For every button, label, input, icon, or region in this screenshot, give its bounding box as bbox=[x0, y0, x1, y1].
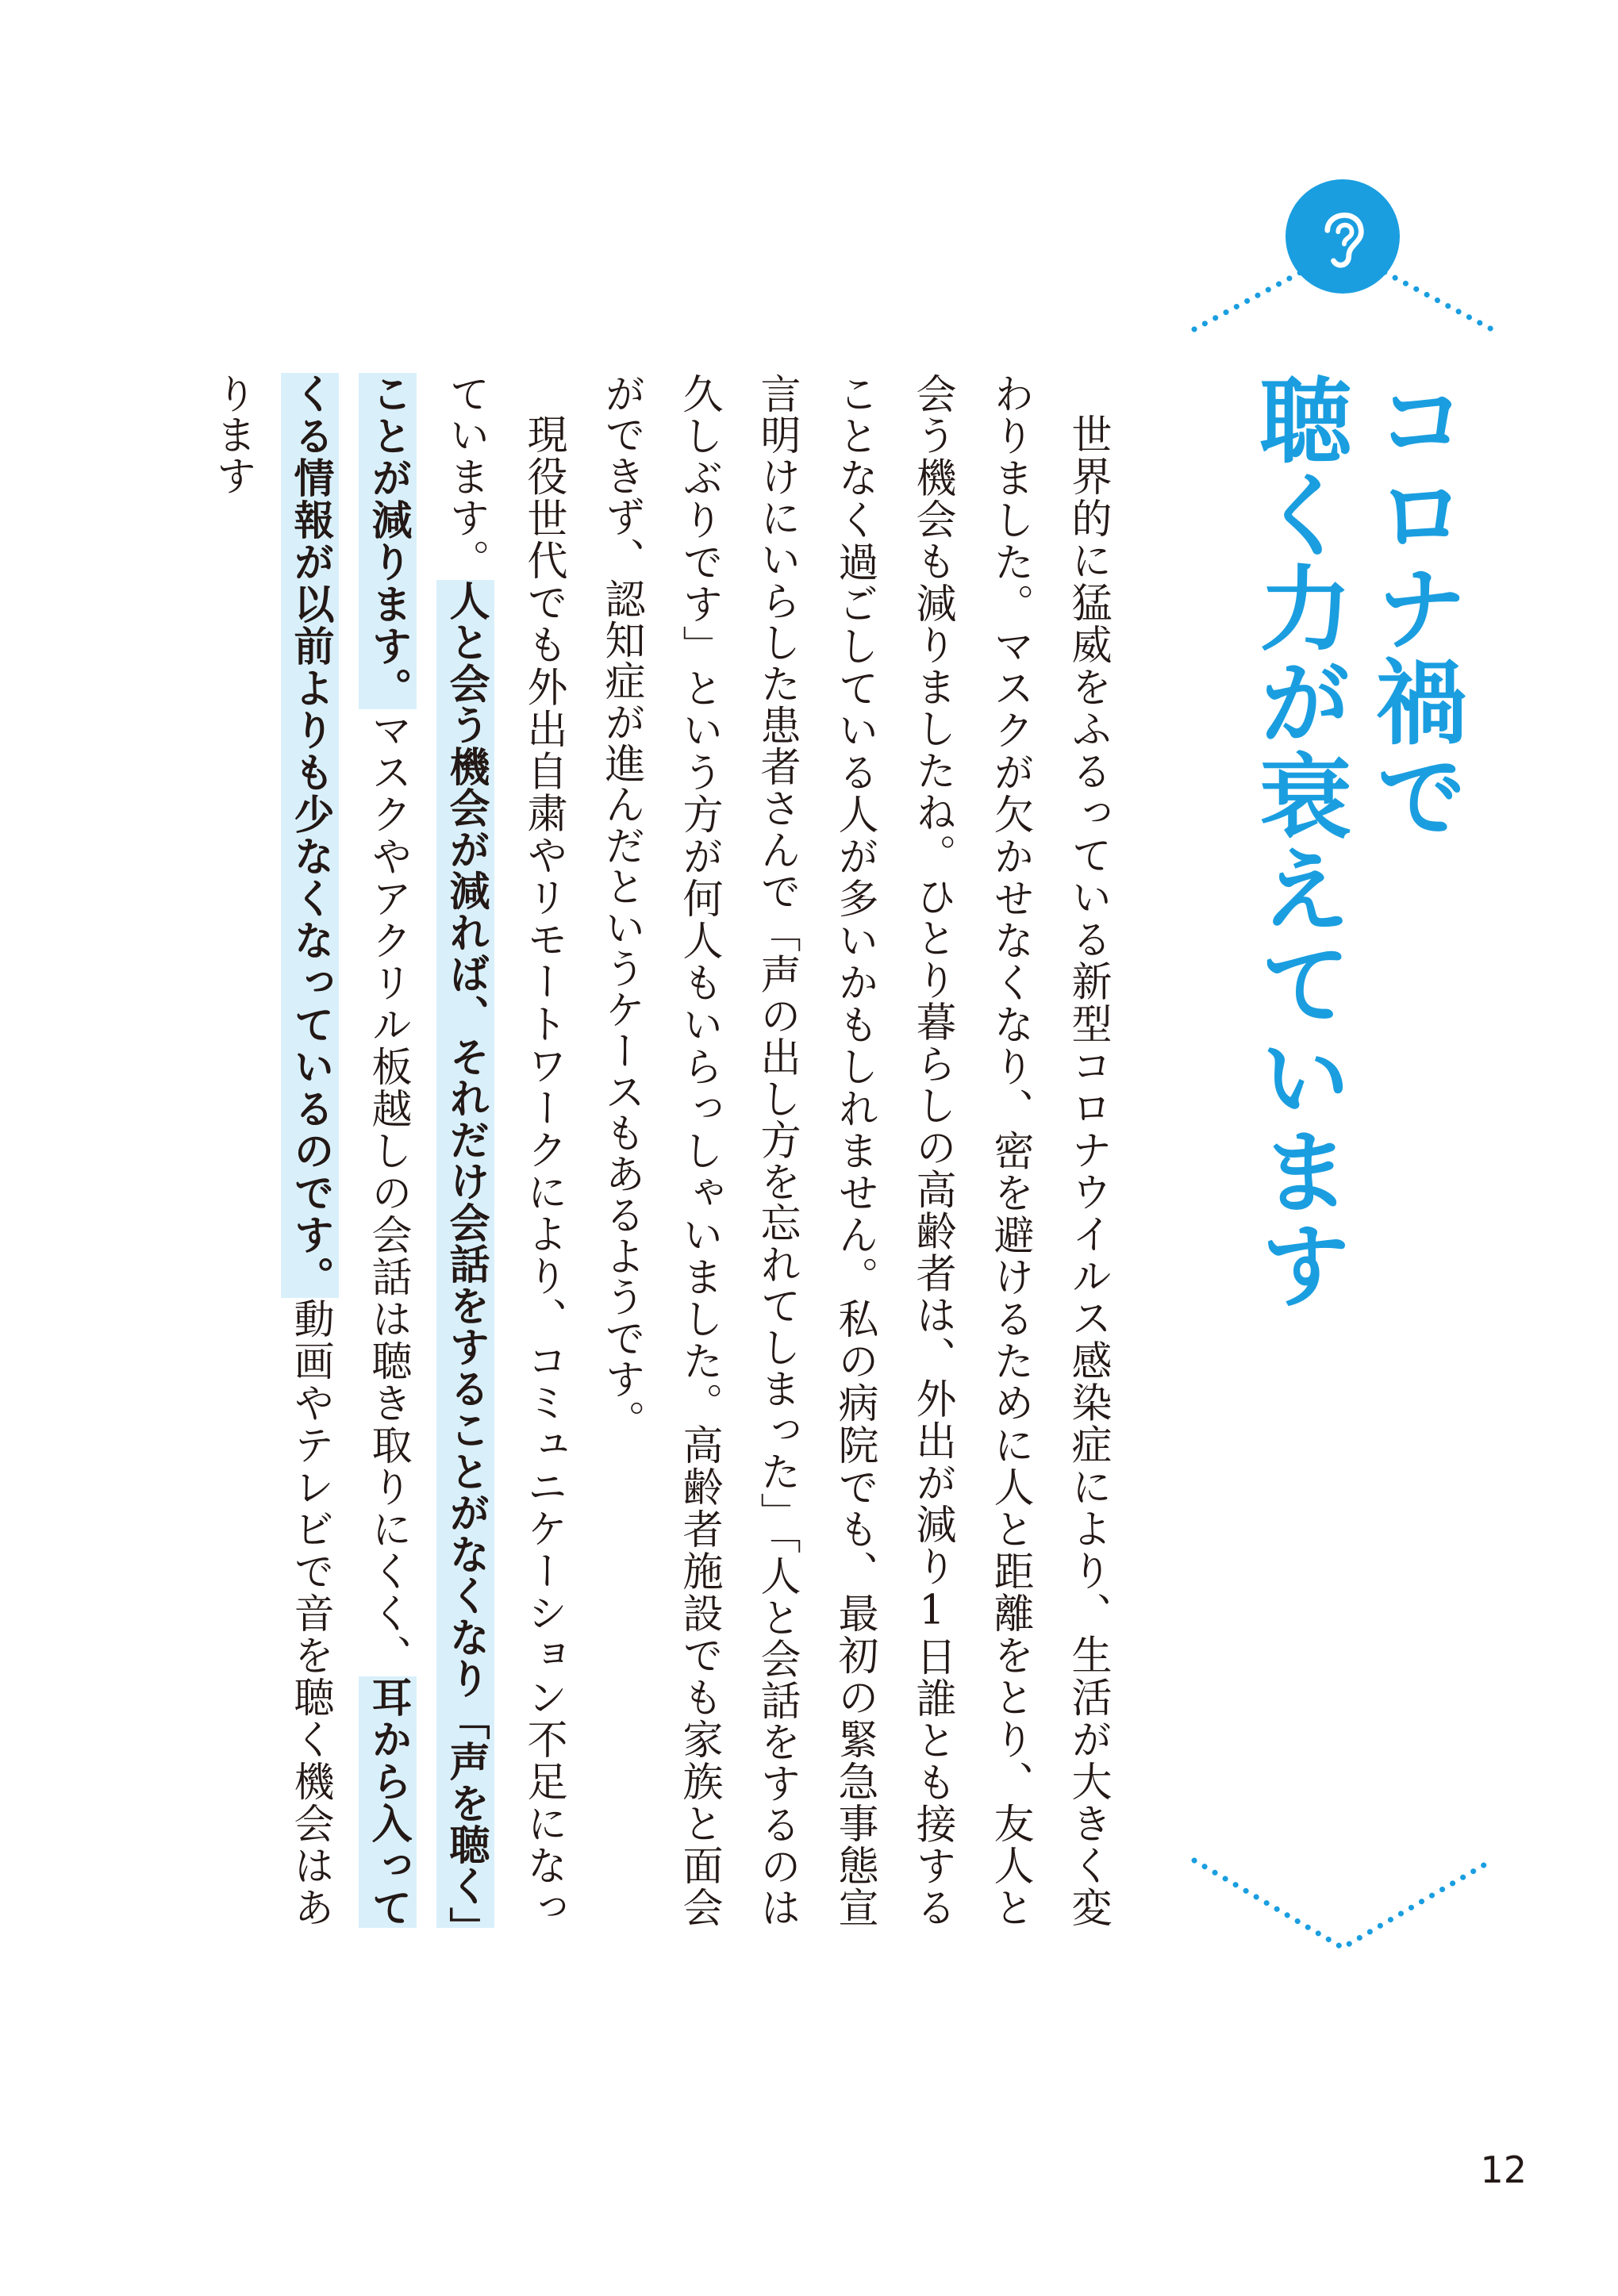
highlight-text-1: 人と会う機会が減れば、それだけ会話をすることがなくなり「声を聴く」ことが減ります。 bbox=[359, 373, 494, 1928]
paragraph-2-plain-b: マスクやアクリル板越しの会話は聴き取りにくく、 bbox=[364, 709, 411, 1677]
paragraph-2 bbox=[193, 373, 582, 1928]
highlight-text-2: 耳から入ってくる情報が以前よりも少なくなっているのです。 bbox=[281, 373, 417, 1928]
page-number: 12 bbox=[1480, 2148, 1527, 2191]
paragraph-1: 世界的に猛威をふるっている新型コロナウイルス感染症により、生活が大きく変わりました。マスクが欠かせなくなり、密を避けるために人と距離をとり、友人と会う機会も減りましたね。ひとり暮らしの高齢者は、外出が減り1日誰とも接することなく過ごしている人が多いかもしれません。私の病院でも、最初の緊急事態宣言明けにいらした患者さんで「声の出し方を忘れてしまった」「人と会話をするのは久しぶりです」という方が何人もいらっしゃいました。高齢者施設でも家族と面会ができず、認知症が進んだというケースもあるようです。 bbox=[598, 373, 1111, 1928]
body-text bbox=[193, 373, 1126, 1928]
title-line-2: 聴く力が衰えています bbox=[1243, 373, 1351, 1312]
paragraph-2-plain-a: 現役世代でも外出自粛やリモートワークにより、コミュニケーション不足になっています。 bbox=[442, 373, 567, 1928]
paragraph-2-plain-c: 動画やテレビで音を聴く機会はあります bbox=[209, 373, 333, 1928]
title-line-1: コロナ禍で bbox=[1360, 373, 1467, 843]
ear-icon-badge bbox=[1286, 179, 1400, 294]
page-title bbox=[1239, 373, 1471, 1404]
ear-icon bbox=[1305, 198, 1381, 275]
dotted-chevron-bottom bbox=[1190, 1849, 1496, 1960]
